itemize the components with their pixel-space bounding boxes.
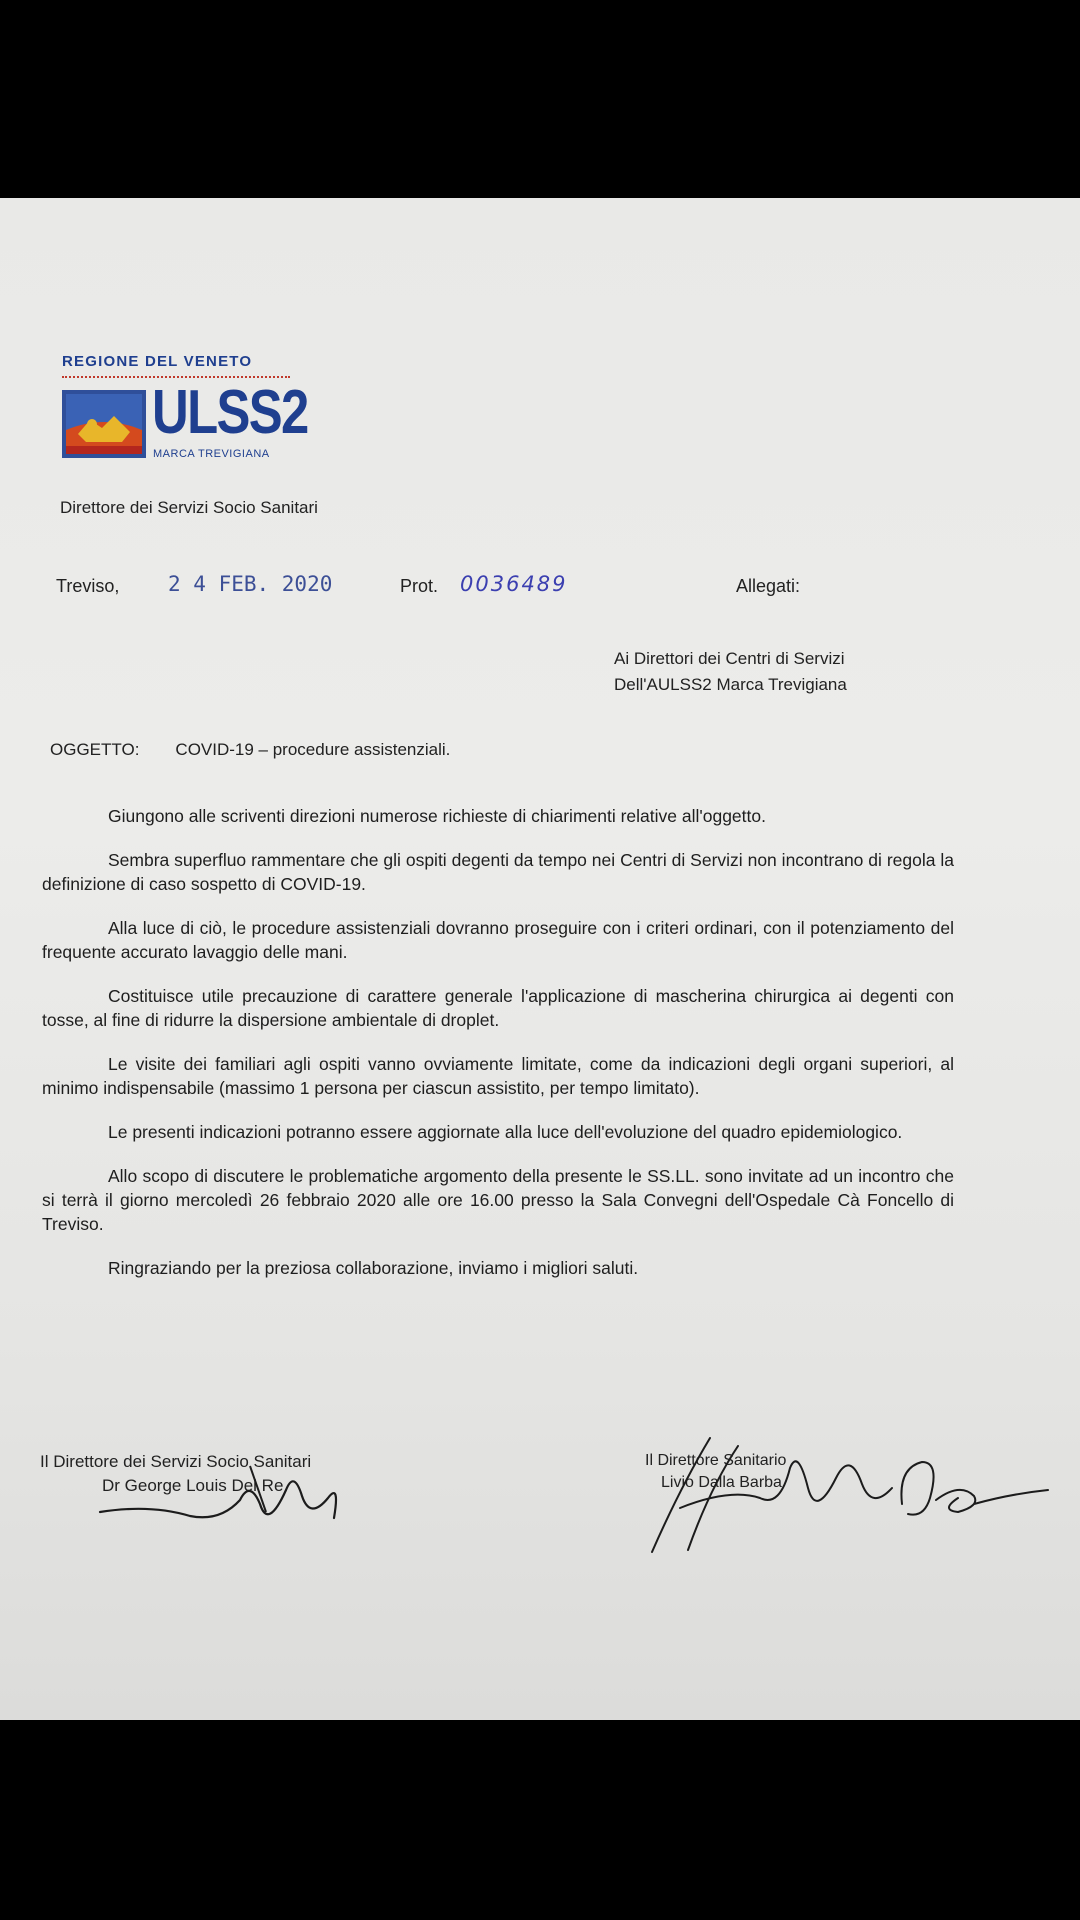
paragraph: Allo scopo di discutere le problematiche argomento della presente le SS.LL. sono invitate ad un incontro che si terrà il giorno mercoledì 26 febbraio 2020 alle ore 16.00 presso la Sala Convegni dell'Ospedale Cà Foncello di Treviso. xyxy=(42,1166,954,1234)
letter-page xyxy=(0,198,1080,1720)
paragraph: Costituisce utile precauzione di carattere generale l'applicazione di mascherina chirurgica ai degenti con tosse, al fine di ridurre la dispersione ambientale di droplet. xyxy=(42,986,954,1030)
right-handwritten-signature xyxy=(640,1428,1050,1558)
right-signer-name: Livio Dalla Barba xyxy=(661,1474,782,1491)
letter-body xyxy=(42,804,954,1300)
recipient-line-1: Ai Direttori dei Centri di Servizi xyxy=(614,649,845,668)
date-stamp: 2 4 FEB. 2020 xyxy=(168,572,333,596)
left-signer-title: Il Direttore dei Servizi Socio Sanitari xyxy=(40,1452,312,1471)
logo-subtitle: MARCA TREVIGIANA xyxy=(153,448,270,460)
subject-label: OGGETTO: xyxy=(50,740,140,759)
subject-line xyxy=(50,740,450,760)
right-signer-title: Il Direttore Sanitario xyxy=(645,1452,787,1469)
ulss2-crest-logo xyxy=(62,390,146,458)
recipient-line-2: Dell'AULSS2 Marca Trevigiana xyxy=(614,675,847,694)
protocol-number: 0036489 xyxy=(460,572,568,596)
paragraph: Giungono alle scriventi direzioni numerose richieste di chiarimenti relative all'oggetto. xyxy=(108,806,766,826)
department-title: Direttore dei Servizi Socio Sanitari xyxy=(60,498,318,517)
left-signer-name: Dr George Louis Del Re xyxy=(102,1476,284,1495)
paragraph: Alla luce di ciò, le procedure assistenziali dovranno proseguire con i criteri ordinari, con il potenziamento del frequente accurato lavaggio delle mani. xyxy=(42,918,954,962)
attachments-label: Allegati: xyxy=(736,576,801,596)
protocol-label: Prot. xyxy=(400,576,439,596)
paragraph: Le visite dei familiari agli ospiti vanno ovviamente limitate, come da indicazioni degli organi superiori, al minimo indispensabile (massimo 1 persona per ciascun assistito, per tempo limitato). xyxy=(42,1054,954,1098)
place-label: Treviso, xyxy=(56,576,120,596)
paragraph: Ringraziando per la preziosa collaborazione, inviamo i migliori saluti. xyxy=(108,1258,639,1278)
subject-text: COVID-19 – procedure assistenziali. xyxy=(175,740,451,759)
paragraph: Sembra superfluo rammentare che gli ospiti degenti da tempo nei Centri di Servizi non incontrano di regola la definizione di caso sospetto di COVID-19. xyxy=(42,850,954,894)
region-header: REGIONE DEL VENETO xyxy=(62,353,253,370)
paragraph: Le presenti indicazioni potranno essere aggiornate alla luce dell'evoluzione del quadro epidemiologico. xyxy=(108,1122,903,1142)
ulss2-logo-text: ULSS2 xyxy=(152,378,308,447)
left-handwritten-signature xyxy=(90,1460,350,1540)
recipient-block xyxy=(614,646,847,698)
